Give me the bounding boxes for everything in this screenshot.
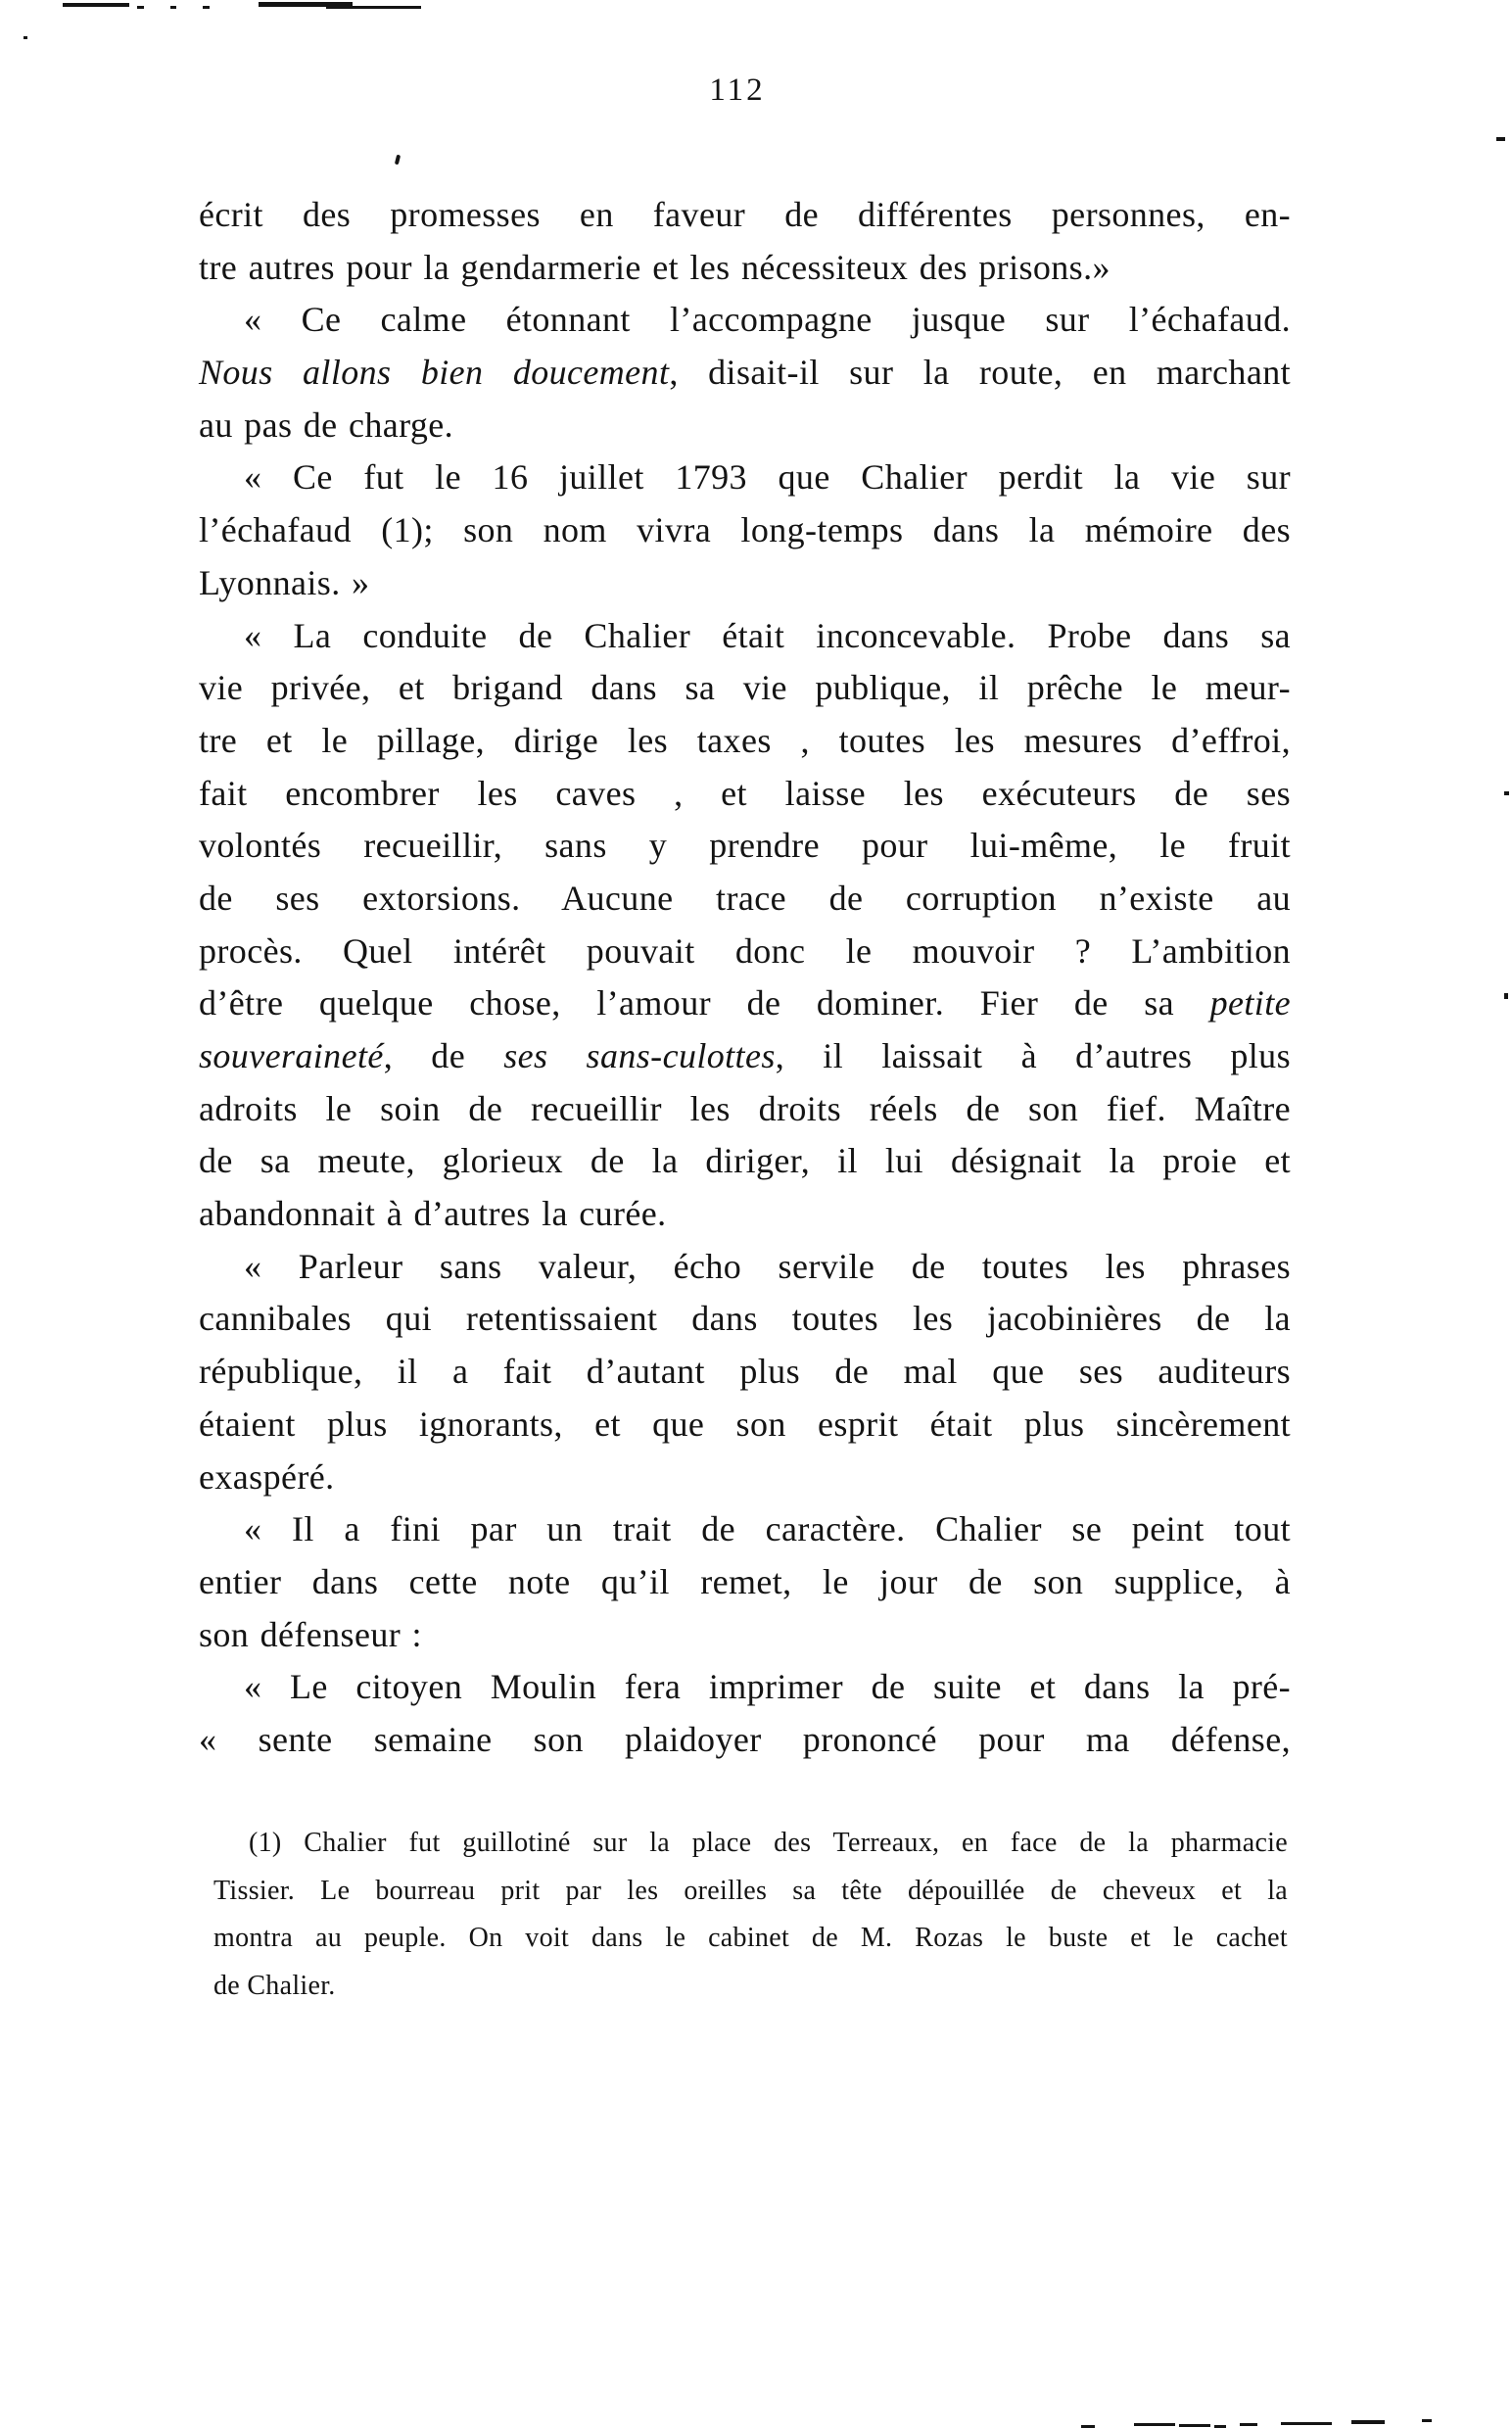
text-run: , disait-il sur la route, en marchant: [669, 353, 1291, 393]
scan-artifact: [395, 155, 401, 166]
text-line: [199, 1030, 1291, 1083]
text-line: [199, 1083, 1291, 1136]
text-run: « Ce fut le 16 juillet 1793 que Chalier perdit la vie sur: [244, 457, 1291, 498]
italic-text-run: souveraineté: [199, 1036, 384, 1075]
text-line: [199, 400, 1291, 452]
footnote-line: [213, 1820, 1288, 1868]
scan-artifact: [137, 6, 144, 9]
text-line: [199, 1135, 1291, 1188]
text-run: volontés recueillir, sans y prendre pour lui-même, le fruit: [199, 826, 1291, 866]
text-line: [199, 1241, 1291, 1294]
scan-artifact: [1134, 2423, 1175, 2426]
text-run: « La conduite de Chalier était inconcevable. Probe dans sa: [244, 615, 1291, 655]
text-run: de ses extorsions. Aucune trace de corruption n’existe au: [199, 878, 1291, 918]
text-line: [199, 873, 1291, 926]
text-line: [199, 242, 1291, 295]
text-line: [199, 1609, 1291, 1662]
text-line: [199, 1503, 1291, 1556]
text-line: [199, 1188, 1291, 1241]
scan-artifact: [1422, 2419, 1432, 2422]
scan-artifact: [1281, 2422, 1332, 2425]
scan-artifact: [1504, 993, 1508, 999]
page-number: 112: [709, 72, 766, 108]
italic-text-run: ses sans-culottes: [503, 1036, 776, 1075]
text-run: tre et le pillage, dirige les taxes , toutes les mesures d’effroi,: [199, 720, 1291, 760]
text-run: Tissier. Le bourreau prit par les oreilles sa tête dépouillée de cheveux et la: [213, 1875, 1288, 1906]
text-line: [199, 347, 1291, 400]
text-run: « Ce calme étonnant l’accompagne jusque sur l’échafaud.: [244, 300, 1291, 340]
text-line: [199, 926, 1291, 978]
scan-artifact: [170, 6, 176, 9]
text-run: étaient plus ignorants, et que son esprit était plus sincèrement: [199, 1404, 1291, 1444]
italic-text-run: Nous allons bien doucement: [199, 353, 670, 393]
scan-artifact: [1504, 791, 1509, 795]
text-run: tre autres pour la gendarmerie et les nécessiteux des prisons.»: [199, 247, 1110, 287]
text-run: cannibales qui retentissaient dans toutes les jacobinières de la: [199, 1299, 1291, 1339]
text-line: [199, 557, 1291, 610]
text-run: d’être quelque chose, l’amour de dominer. Fier de sa: [199, 983, 1210, 1024]
footnote-line: [213, 1915, 1288, 1963]
text-run: abandonnait à d’autres la curée.: [199, 1194, 667, 1234]
text-line: [199, 1556, 1291, 1609]
scan-artifact: [326, 6, 421, 9]
text-line: [199, 504, 1291, 557]
text-line: [199, 662, 1291, 715]
text-line: [199, 1661, 1291, 1714]
text-line: [199, 1293, 1291, 1346]
text-run: « Le citoyen Moulin fera imprimer de suite et dans la pré-: [244, 1667, 1291, 1707]
text-run: montra au peuple. On voit dans le cabinet de M. Rozas le buste et le cachet: [213, 1923, 1288, 1953]
text-run: fait encombrer les caves , et laisse les exécuteurs de ses: [199, 773, 1291, 813]
text-line: [199, 189, 1291, 242]
text-run: Lyonnais. »: [199, 562, 370, 602]
text-run: vie privée, et brigand dans sa vie publique, il prêche le meur-: [199, 668, 1291, 708]
italic-text-run: petite: [1209, 983, 1291, 1024]
text-run: , il laissait à d’autres plus: [775, 1036, 1291, 1075]
scan-artifact: [1240, 2423, 1257, 2426]
footnote-block: [213, 1820, 1288, 2010]
footnote-line: [213, 1868, 1288, 1916]
text-line: [199, 715, 1291, 768]
scan-artifact: [1179, 2424, 1210, 2427]
text-run: entier dans cette note qu’il remet, le jour de son supplice, à: [199, 1561, 1291, 1601]
text-run: adroits le soin de recueillir les droits réels de son fief. Maître: [199, 1088, 1291, 1128]
text-line: [199, 610, 1291, 663]
text-line: [199, 1452, 1291, 1504]
scan-artifact: [63, 3, 129, 7]
text-run: de sa meute, glorieux de la diriger, il lui désignait la proie et: [199, 1141, 1291, 1181]
text-line: [199, 294, 1291, 347]
text-line: [199, 452, 1291, 504]
text-run: « sente semaine son plaidoyer prononcé pour ma défense,: [199, 1719, 1291, 1759]
footnote-line: [213, 1963, 1288, 2011]
text-run: de Chalier.: [213, 1970, 336, 2001]
text-run: , de: [383, 1036, 504, 1075]
body-text-column: [199, 189, 1291, 1767]
scan-artifact: [24, 36, 27, 39]
text-run: exaspéré.: [199, 1456, 335, 1497]
text-run: (1) Chalier fut guillotiné sur la place des Terreaux, en face de la pharmacie: [249, 1828, 1288, 1858]
text-line: [199, 1714, 1291, 1767]
text-run: république, il a fait d’autant plus de mal que ses auditeurs: [199, 1352, 1291, 1392]
text-run: procès. Quel intérêt pouvait donc le mouvoir ? L’ambition: [199, 930, 1291, 971]
scan-artifact: [1496, 137, 1505, 141]
text-line: [199, 977, 1291, 1030]
text-line: [199, 1399, 1291, 1452]
text-run: « Il a fini par un trait de caractère. Chalier se peint tout: [244, 1509, 1291, 1549]
text-line: [199, 820, 1291, 873]
text-run: son défenseur :: [199, 1614, 422, 1654]
text-run: au pas de charge.: [199, 405, 454, 445]
scan-artifact: [1351, 2420, 1385, 2424]
scan-artifact: [203, 6, 210, 9]
text-run: « Parleur sans valeur, écho servile de toutes les phrases: [244, 1246, 1291, 1286]
text-line: [199, 768, 1291, 821]
text-line: [199, 1346, 1291, 1399]
text-run: l’échafaud (1); son nom vivra long-temps dans la mémoire des: [199, 510, 1291, 550]
text-run: écrit des promesses en faveur de différentes personnes, en-: [199, 195, 1291, 234]
